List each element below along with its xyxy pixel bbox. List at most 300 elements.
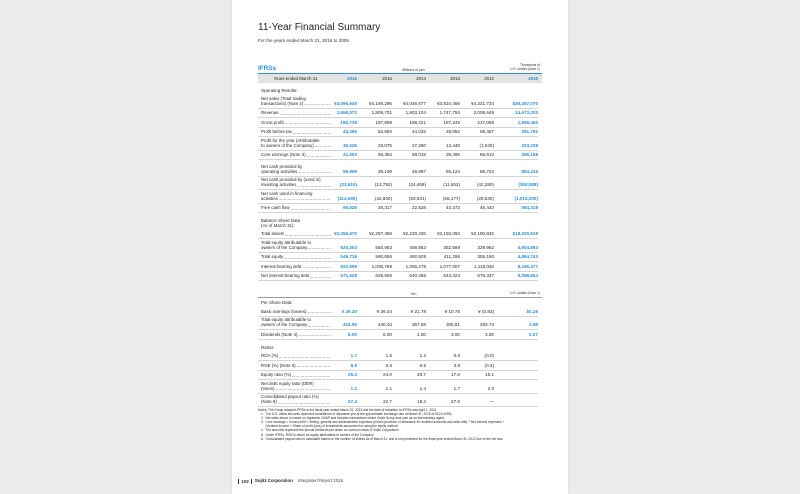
leader-dots xyxy=(297,186,331,187)
row-label-text: owners of the Company xyxy=(261,322,308,328)
section-heading xyxy=(258,344,538,352)
leader-dots xyxy=(297,366,331,367)
value-2016: 1.7 xyxy=(350,353,357,359)
row-label-text: Net cash provided by xyxy=(261,163,303,169)
unit-yen-label: Millions of yen xyxy=(402,67,425,72)
unit-yen-label: Yen xyxy=(410,291,417,296)
table-group xyxy=(258,87,538,160)
value-2013: 38,395 xyxy=(445,152,460,158)
row-label-line xyxy=(261,353,331,358)
row-label-text: Gross profit xyxy=(261,119,284,125)
per-share-ratio-table xyxy=(258,289,542,407)
unit-usd-line: U.S. dollars (Note 1) xyxy=(510,291,540,296)
value-2016: ¥ 29.20 xyxy=(341,308,357,314)
value-2016: 180,739 xyxy=(340,119,357,125)
row-label-text: Core earnings (Note 3) xyxy=(261,152,306,158)
table-row xyxy=(258,177,538,191)
table-body xyxy=(258,299,542,407)
note-number: 4. xyxy=(261,428,264,433)
leader-dots xyxy=(307,156,331,157)
value-2014: 68,019 xyxy=(411,152,426,158)
usd-value: $18,200,619 xyxy=(512,231,538,237)
value-2016: 549,716 xyxy=(340,254,357,260)
row-label xyxy=(258,372,333,379)
leader-dots xyxy=(307,312,331,313)
page-footer xyxy=(238,478,343,484)
value-2014: 640,266 xyxy=(409,273,426,279)
leader-dots xyxy=(298,172,331,173)
note-line: Core earnings = Gross profit + Selling, general and administrative expenses (before provision of allowance for doubtful accounts and write-offs) + Net interest expenses + xyxy=(265,420,505,425)
table-body xyxy=(258,87,542,281)
unit-usd-line: Thousands of xyxy=(520,63,540,68)
value-2016: (114,695) xyxy=(337,195,357,201)
row-label-text: (times) xyxy=(261,385,275,391)
table-caption xyxy=(258,64,542,74)
value-2013: 643,323 xyxy=(443,273,460,279)
row-label-line xyxy=(261,399,331,404)
row-label-text: Total assets xyxy=(261,231,285,237)
usd-value: (1,015,000) xyxy=(514,195,538,201)
report-page xyxy=(232,0,568,494)
note-line: The amounts represent the annual dividends per share on common stock of Sojitz Corporation. xyxy=(265,428,400,433)
value-2014: 1,065,276 xyxy=(405,263,426,269)
row-label xyxy=(258,191,333,203)
value-2016: 44,269 xyxy=(342,129,357,135)
company-name: Sojitz Corporation xyxy=(254,478,293,483)
section-heading-line: Balance Sheet Data xyxy=(261,217,301,223)
value-2013: ¥3,834,456 xyxy=(437,100,460,106)
row-label-text: Net debt equity ratio (DER) xyxy=(261,380,314,386)
row-label-text: Profit for the year (Attributable xyxy=(261,137,320,143)
notes-section xyxy=(258,408,558,441)
value-2014: 4.00 xyxy=(417,331,426,337)
note-line: Under IFRSs, ROE is return on equity attributable to owners of the Company. xyxy=(265,432,375,437)
value-2012: 15.1 xyxy=(485,372,494,378)
row-label-line xyxy=(261,143,331,148)
value-2014: ¥4,046,577 xyxy=(403,100,426,106)
row-label xyxy=(258,317,333,329)
leader-dots xyxy=(285,235,331,236)
table-row xyxy=(258,239,538,253)
row-label-text: Profit before tax xyxy=(261,129,292,135)
table-row xyxy=(258,361,538,371)
table-row xyxy=(258,371,538,381)
header-year: 2013 xyxy=(450,76,460,81)
value-2015: 629,556 xyxy=(375,273,392,279)
leader-dots xyxy=(284,258,331,259)
value-2015: 590,656 xyxy=(375,254,392,260)
value-2014: 22,528 xyxy=(411,205,426,211)
header-usd-year: 2016 xyxy=(528,76,538,81)
value-2012: 46,443 xyxy=(479,205,494,211)
value-2012: 65,612 xyxy=(479,152,494,158)
value-2014: 1.2 xyxy=(419,353,426,359)
usd-value: 1,599,460 xyxy=(517,119,538,125)
value-2012: 329,962 xyxy=(477,244,494,250)
row-label-line xyxy=(261,372,331,377)
value-2015: 6.5 xyxy=(385,362,392,368)
table-row xyxy=(258,317,538,331)
row-label-text: Interest-bearing debt xyxy=(261,263,302,269)
value-2015: 1,036,769 xyxy=(371,263,392,269)
value-2014: 1,803,104 xyxy=(405,110,426,116)
note-number: 1. xyxy=(261,412,264,417)
value-2012: 2.0 xyxy=(487,385,494,391)
value-2012: 86,723 xyxy=(479,168,494,174)
table-row xyxy=(258,137,538,151)
value-2016: 520,303 xyxy=(340,244,357,250)
value-2013: 411,298 xyxy=(443,254,460,260)
row-label xyxy=(258,231,333,238)
row-label-line xyxy=(261,264,331,269)
value-2013: ¥ 10.75 xyxy=(444,308,460,314)
section-heading xyxy=(258,299,538,307)
row-label-text: Equity ratio (%) xyxy=(261,372,292,378)
table-row xyxy=(258,230,538,240)
value-2016: 8.00 xyxy=(348,331,357,337)
value-2014: 492,929 xyxy=(409,254,426,260)
row-label-text: Net interest-bearing debt xyxy=(261,273,310,279)
row-label xyxy=(258,177,333,189)
row-label-text: Consolidated payout ratio (%) xyxy=(261,394,319,400)
value-2012: (1,040) xyxy=(479,142,494,148)
row-label xyxy=(258,353,333,360)
row-label xyxy=(258,138,333,150)
header-year: 2012 xyxy=(484,76,494,81)
section-heading-label xyxy=(258,300,333,307)
value-2014: (50,931) xyxy=(408,195,426,201)
usd-value: 4,604,893 xyxy=(517,244,538,250)
section-heading-line: Operating Results: xyxy=(261,88,298,94)
row-label-text: Revenue xyxy=(261,110,279,116)
table-row xyxy=(258,128,538,138)
leader-dots xyxy=(280,114,331,115)
value-2013: 187,245 xyxy=(443,119,460,125)
table-row xyxy=(258,190,538,204)
row-label-line xyxy=(261,169,331,174)
value-2013: 3.00 xyxy=(451,331,460,337)
financial-summary-table xyxy=(258,64,542,281)
note-line: Dividend income + Share of profit (loss) of investments accounted for using the equity method xyxy=(265,424,398,429)
section-heading xyxy=(258,87,538,95)
value-2015: 22.7 xyxy=(383,399,392,405)
usd-value: 323,238 xyxy=(521,142,538,148)
row-label xyxy=(258,363,333,370)
value-2012: (42,280) xyxy=(476,182,494,188)
value-2013: 3.8 xyxy=(453,362,460,368)
value-2016: 6.8 xyxy=(350,362,357,368)
leader-dots xyxy=(278,403,331,404)
leader-dots xyxy=(279,357,331,358)
note-text xyxy=(266,437,504,441)
row-label-text: Free cash flow xyxy=(261,205,290,211)
table-row xyxy=(258,109,538,119)
usd-value: 3.68 xyxy=(529,322,538,328)
table-row xyxy=(258,330,538,340)
leader-dots xyxy=(308,326,331,327)
value-2013: 382,589 xyxy=(443,244,460,250)
row-label-line xyxy=(261,110,331,115)
row-label-line xyxy=(261,129,331,134)
header-year: 2015 xyxy=(382,76,392,81)
value-2013: (11,652) xyxy=(443,182,460,188)
row-label-text: activities xyxy=(261,195,278,201)
leader-dots xyxy=(315,146,331,147)
value-2013: 1,077,007 xyxy=(439,263,460,269)
table-group xyxy=(258,344,538,408)
usd-value: $0.25 xyxy=(526,308,538,314)
value-2012: (0.0) xyxy=(484,353,494,359)
leader-dots xyxy=(293,133,331,134)
table-group xyxy=(258,163,538,213)
usd-value: 8,165,477 xyxy=(517,263,538,269)
row-label-text: owners of the Company xyxy=(261,244,308,250)
value-2015: 33,075 xyxy=(377,142,392,148)
usd-value xyxy=(494,377,538,379)
value-2012: (29,530) xyxy=(476,195,494,201)
value-2012: 2,006,649 xyxy=(473,110,494,116)
row-label xyxy=(258,264,333,271)
note-item xyxy=(258,437,558,441)
value-2012: 58,457 xyxy=(479,129,494,135)
leader-dots xyxy=(298,335,331,336)
row-label xyxy=(258,164,333,176)
table-group xyxy=(258,216,538,281)
leader-dots xyxy=(310,277,331,278)
header-year: 2016 xyxy=(347,76,357,81)
note-line: Net sales above is based on Japanese GAAP and includes transactions where Sojitz Group took part as an intermediary agent. xyxy=(265,416,445,421)
leader-dots xyxy=(285,123,331,124)
value-2014: 46,997 xyxy=(411,168,426,174)
note-line: The U.S. dollar amounts represent translations of Japanese yen at the approximate exchange rate at March 31, 2016 of ¥113=US$1. xyxy=(265,412,453,417)
row-label-text: ROE (%) (Note 5) xyxy=(261,362,296,368)
table-row xyxy=(258,262,538,272)
row-label-line xyxy=(261,273,331,278)
value-2015: 1.5 xyxy=(385,353,392,359)
row-label-text: investing activities xyxy=(261,182,297,188)
row-label xyxy=(258,129,333,136)
row-label-text: Net cash provided by (used in) xyxy=(261,177,321,183)
value-2013: 17.8 xyxy=(451,372,460,378)
row-label-text: to owners of the Company) xyxy=(261,142,314,148)
usd-value: 584,318 xyxy=(521,205,538,211)
value-2014: 1.4 xyxy=(419,385,426,391)
row-label-text: Net sales (Total trading xyxy=(261,95,306,101)
value-2014: ¥2,220,236 xyxy=(403,231,426,237)
leader-dots xyxy=(275,389,331,390)
table-row xyxy=(258,118,538,128)
table-row xyxy=(258,204,538,214)
usd-value: 0.07 xyxy=(529,331,538,337)
usd-value: 4,864,743 xyxy=(517,254,538,260)
row-label xyxy=(258,381,333,393)
section-heading-line: Ratios xyxy=(261,344,274,350)
unit-usd-line: U.S. dollars (Note 1) xyxy=(510,67,540,72)
row-label-line xyxy=(261,231,331,236)
table-row xyxy=(258,272,538,282)
row-label xyxy=(258,96,333,108)
value-2012: (0.3) xyxy=(484,362,494,368)
value-2012: 676,337 xyxy=(477,273,494,279)
value-2016: 1,658,072 xyxy=(336,110,357,116)
usd-value xyxy=(494,368,538,370)
value-2013: ¥2,150,050 xyxy=(437,231,460,237)
row-label-line xyxy=(261,196,331,201)
row-label xyxy=(258,240,333,252)
value-2013: 1,747,750 xyxy=(439,110,460,116)
row-label-line xyxy=(261,322,331,327)
leader-dots xyxy=(304,104,331,105)
row-label-text: Total equity xyxy=(261,254,284,260)
row-label-line xyxy=(261,386,331,391)
value-2015: 550,983 xyxy=(375,244,392,250)
row-label-text: Net cash used in financing xyxy=(261,190,313,196)
page-number: 102 xyxy=(238,479,252,484)
table-row xyxy=(258,307,538,317)
note-text xyxy=(266,420,505,428)
row-label xyxy=(258,273,333,280)
row-label-text: Total equity attributable to xyxy=(261,239,312,245)
row-label xyxy=(258,394,333,406)
value-2015: 197,698 xyxy=(375,119,392,125)
value-2016: 922,699 xyxy=(340,263,357,269)
value-2013: 43,472 xyxy=(445,205,460,211)
row-label-line xyxy=(261,101,331,106)
section-heading-label xyxy=(258,218,333,230)
accounting-standard-label: IFRSs xyxy=(258,65,277,72)
value-2016: 66,028 xyxy=(342,205,357,211)
row-label-text: operating activities xyxy=(261,168,298,174)
usd-value: $36,457,070 xyxy=(512,100,538,106)
value-2013: 1.7 xyxy=(453,385,460,391)
note-number: 6. xyxy=(261,436,264,441)
value-2016: 1.1 xyxy=(350,385,357,391)
section-heading-line: (As of March 31): xyxy=(261,222,295,228)
value-2013: 13,448 xyxy=(445,142,460,148)
page-subtitle: For the years ended March 31, 2016 to 2006 xyxy=(258,38,349,43)
row-label xyxy=(258,110,333,117)
value-2016: 25.3 xyxy=(348,372,357,378)
unit-usd-label xyxy=(510,64,540,72)
value-2012: 1,118,046 xyxy=(473,263,494,269)
value-2014: 198,221 xyxy=(409,119,426,125)
section-heading-label xyxy=(258,345,333,352)
value-2013: 28,052 xyxy=(445,129,460,135)
value-2015: 66,354 xyxy=(377,152,392,158)
value-2016: 36,526 xyxy=(342,142,357,148)
row-label-line xyxy=(261,182,331,187)
usd-value xyxy=(494,358,538,360)
notes-intro: Notes: The Group adopted IFRSs in the fiscal year ended March 31, 2013 and the date of transition to IFRSs was April 1, 2011. xyxy=(258,408,438,412)
table-group xyxy=(258,299,538,340)
usd-value: 368,168 xyxy=(521,152,538,158)
value-2014: 27,250 xyxy=(411,142,426,148)
value-2015: 1,809,701 xyxy=(371,110,392,116)
note-number: 2. xyxy=(261,416,264,421)
leader-dots xyxy=(308,248,331,249)
table-row xyxy=(258,151,538,161)
value-2015: ¥4,166,296 xyxy=(369,100,392,106)
value-2014: 6.5 xyxy=(419,362,426,368)
leader-dots xyxy=(291,209,331,210)
table-row xyxy=(258,95,538,109)
unit-usd-label xyxy=(510,292,540,296)
value-2015: ¥ 26.44 xyxy=(376,308,392,314)
value-2012: — xyxy=(489,399,494,405)
value-2014: 367.58 xyxy=(411,322,426,328)
value-2014: 44,033 xyxy=(411,129,426,135)
value-2013: 27.9 xyxy=(451,399,460,405)
value-2016: 41,603 xyxy=(342,152,357,158)
row-label xyxy=(258,205,333,212)
note-number: 3. xyxy=(261,420,264,425)
row-label-text: Basic earnings (losses) xyxy=(261,308,307,314)
note-item xyxy=(258,420,558,428)
value-2016: ¥4,096,649 xyxy=(334,100,357,106)
row-label xyxy=(258,309,333,316)
value-2014: 459,853 xyxy=(409,244,426,250)
table-row xyxy=(258,163,538,177)
value-2012: 217,066 xyxy=(477,119,494,125)
value-2015: 52,594 xyxy=(377,129,392,135)
value-2014: (24,469) xyxy=(408,182,426,188)
row-label-text: transactions) (Note 2) xyxy=(261,100,304,106)
row-label xyxy=(258,120,333,127)
header-label: Years ended March 31 xyxy=(273,76,318,81)
value-2016: 415.95 xyxy=(342,322,357,328)
value-2013: 305.81 xyxy=(445,322,460,328)
report-name: Integrated Report 2016 xyxy=(297,478,344,483)
value-2012: 263.74 xyxy=(479,322,494,328)
row-label-line xyxy=(261,332,331,337)
table-row xyxy=(258,253,538,263)
value-2012: 355,180 xyxy=(477,254,494,260)
value-2015: (42,600) xyxy=(374,195,392,201)
value-2014: 20.7 xyxy=(417,372,426,378)
section-heading xyxy=(258,216,538,230)
usd-value: 14,673,203 xyxy=(515,110,538,116)
table-header-row xyxy=(258,74,542,83)
value-2015: (13,792) xyxy=(374,182,392,188)
row-label-text: Total equity attributable to xyxy=(261,317,312,323)
row-label-line xyxy=(261,245,331,250)
value-2014: ¥ 21.78 xyxy=(410,308,426,314)
value-2016: 99,909 xyxy=(342,168,357,174)
value-2014: 18.4 xyxy=(417,399,426,405)
table-row xyxy=(258,352,538,362)
value-2012: ¥4,321,734 xyxy=(471,100,494,106)
row-label-text: ROA (%) xyxy=(261,353,279,359)
row-label xyxy=(258,254,333,261)
row-label-line xyxy=(261,120,331,125)
table-row xyxy=(258,380,538,394)
value-2016: ¥2,056,670 xyxy=(334,231,357,237)
value-2015: 39,109 xyxy=(377,168,392,174)
value-2016: 27.4 xyxy=(348,399,357,405)
note-line: Consolidated payout ratio is calculated based on the number of shares as of March 31, and is not presented for the fiscal year ended March 31, 2012 due to the net loss. xyxy=(265,436,504,441)
value-2015: 25,317 xyxy=(377,205,392,211)
usd-value xyxy=(494,391,538,393)
leader-dots xyxy=(279,199,331,200)
value-2015: 440.43 xyxy=(377,322,392,328)
row-label-line xyxy=(261,152,331,157)
value-2015: 1.1 xyxy=(385,385,392,391)
usd-value: 5,058,654 xyxy=(517,273,538,279)
value-2012: ¥2,190,832 xyxy=(471,231,494,237)
section-heading-line: Per Share Data: xyxy=(261,300,293,306)
value-2015: ¥2,297,358 xyxy=(369,231,392,237)
section-heading-label xyxy=(258,88,333,95)
